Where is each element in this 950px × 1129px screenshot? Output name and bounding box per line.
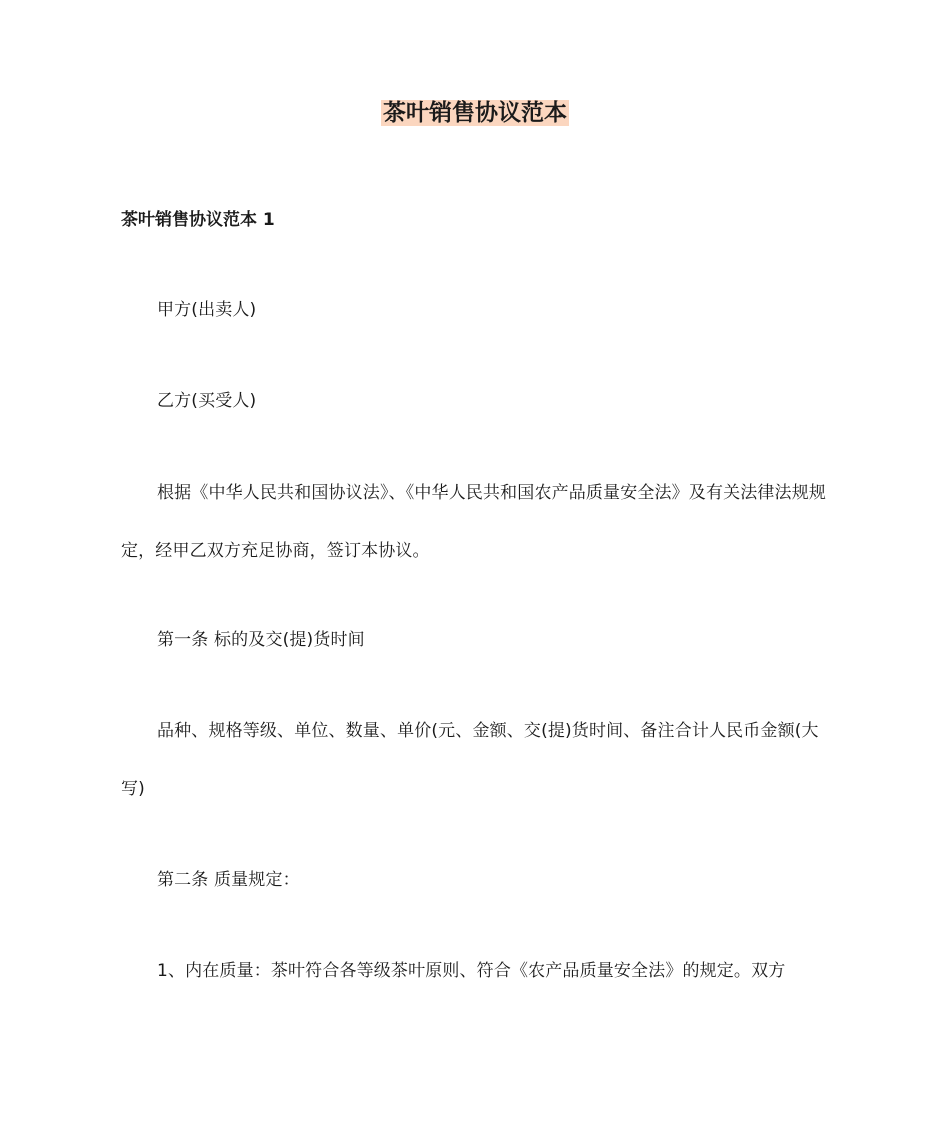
paragraph-article-1-body: 品种、规格等级、单位、数量、单价(元、金额、交(提)货时间、备注合计人民币金额(大写) — [121, 721, 819, 799]
paragraph-buyer: 乙方(买受人) — [157, 391, 257, 411]
paragraph-article-2-item-1: 1、内在质量：茶叶符合各等级茶叶原则、符合《农产品质量安全法》的规定。双方 — [157, 961, 786, 981]
document-title-text: 茶叶销售协议范本 — [383, 100, 567, 126]
document-title — [0, 96, 950, 130]
paragraph-legal-basis: 根据《中华人民共和国协议法》、《中华人民共和国农产品质量安全法》及有关法律法规规定，经甲乙双方充足协商，签订本协议。 — [121, 483, 826, 561]
paragraph-seller: 甲方(出卖人) — [157, 300, 257, 320]
section-heading: 茶叶销售协议范本 1 — [121, 210, 275, 230]
paragraph-article-2-heading: 第二条 质量规定： — [157, 870, 300, 890]
paragraph-article-1-heading: 第一条 标的及交(提)货时间 — [157, 630, 365, 650]
